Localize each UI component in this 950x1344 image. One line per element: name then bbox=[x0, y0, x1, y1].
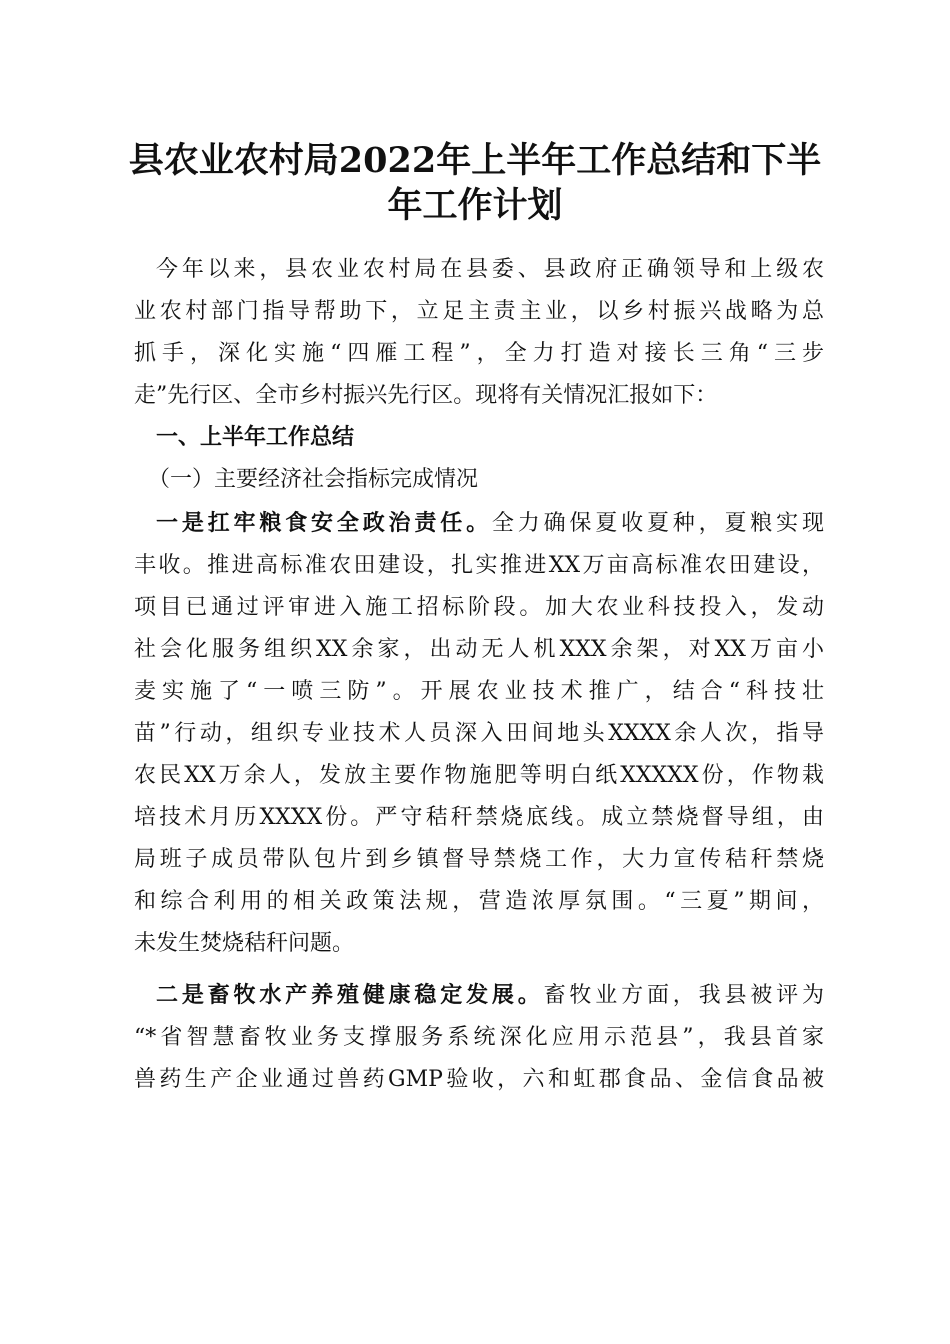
section-heading: 一、上半年工作总结 bbox=[156, 425, 355, 450]
text-line bbox=[156, 982, 824, 1010]
text-line: 项目已通过评审进入施工招标阶段。加大农业科技投入，发动 bbox=[134, 595, 824, 620]
subsection-heading: （一）主要经济社会指标完成情况 bbox=[148, 467, 479, 492]
text-line: 农民XX万余人，发放主要作物施肥等明白纸XXXXX份，作物栽 bbox=[134, 763, 824, 788]
text-line: 抓手，深化实施“四雁工程”，全力打造对接长三角“三步 bbox=[134, 341, 824, 366]
text-line: 麦实施了“一喷三防”。开展农业技术推广，结合“科技壮 bbox=[134, 679, 824, 704]
text-span: 畜牧业方面，我县被评为 bbox=[543, 983, 824, 1008]
text-line: 和综合利用的相关政策法规，营造浓厚氛围。“三夏”期间， bbox=[134, 889, 824, 914]
title-line: 年工作计划 bbox=[387, 185, 563, 226]
text-line: 走”先行区、全市乡村振兴先行区。现将有关情况汇报如下： bbox=[134, 383, 718, 408]
text-line bbox=[156, 510, 824, 538]
paragraph-lead: 一是扛牢粮食安全政治责任。 bbox=[156, 511, 492, 536]
text-line: 苗”行动，组织专业技术人员深入田间地头XXXX余人次，指导 bbox=[134, 721, 824, 746]
text-span: 全力确保夏收夏种，夏粮实现 bbox=[491, 511, 824, 536]
text-line: 业农村部门指导帮助下，立足主责主业，以乡村振兴战略为总 bbox=[134, 299, 824, 324]
text-line: “*省智慧畜牧业务支撑服务系统深化应用示范县”，我县首家 bbox=[134, 1025, 824, 1050]
text-line: 未发生焚烧秸秆问题。 bbox=[134, 931, 355, 956]
text-line: 局班子成员带队包片到乡镇督导禁烧工作，大力宣传秸秆禁烧 bbox=[134, 847, 824, 872]
text-line: 丰收。推进高标准农田建设，扎实推进XX万亩高标准农田建设， bbox=[134, 553, 824, 578]
text-line: 兽药生产企业通过兽药GMP验收，六和虹郡食品、金信食品被 bbox=[134, 1067, 824, 1092]
text-line: 培技术月历XXXX份。严守秸秆禁烧底线。成立禁烧督导组，由 bbox=[134, 805, 824, 830]
text-line: 社会化服务组织XX余家，出动无人机XXX余架，对XX万亩小 bbox=[134, 637, 824, 662]
text-line: 今年以来，县农业农村局在县委、县政府正确领导和上级农 bbox=[156, 257, 824, 282]
title-line: 县农业农村局2022年上半年工作总结和下半 bbox=[128, 140, 822, 181]
paragraph-lead: 二是畜牧水产养殖健康稳定发展。 bbox=[156, 983, 544, 1008]
